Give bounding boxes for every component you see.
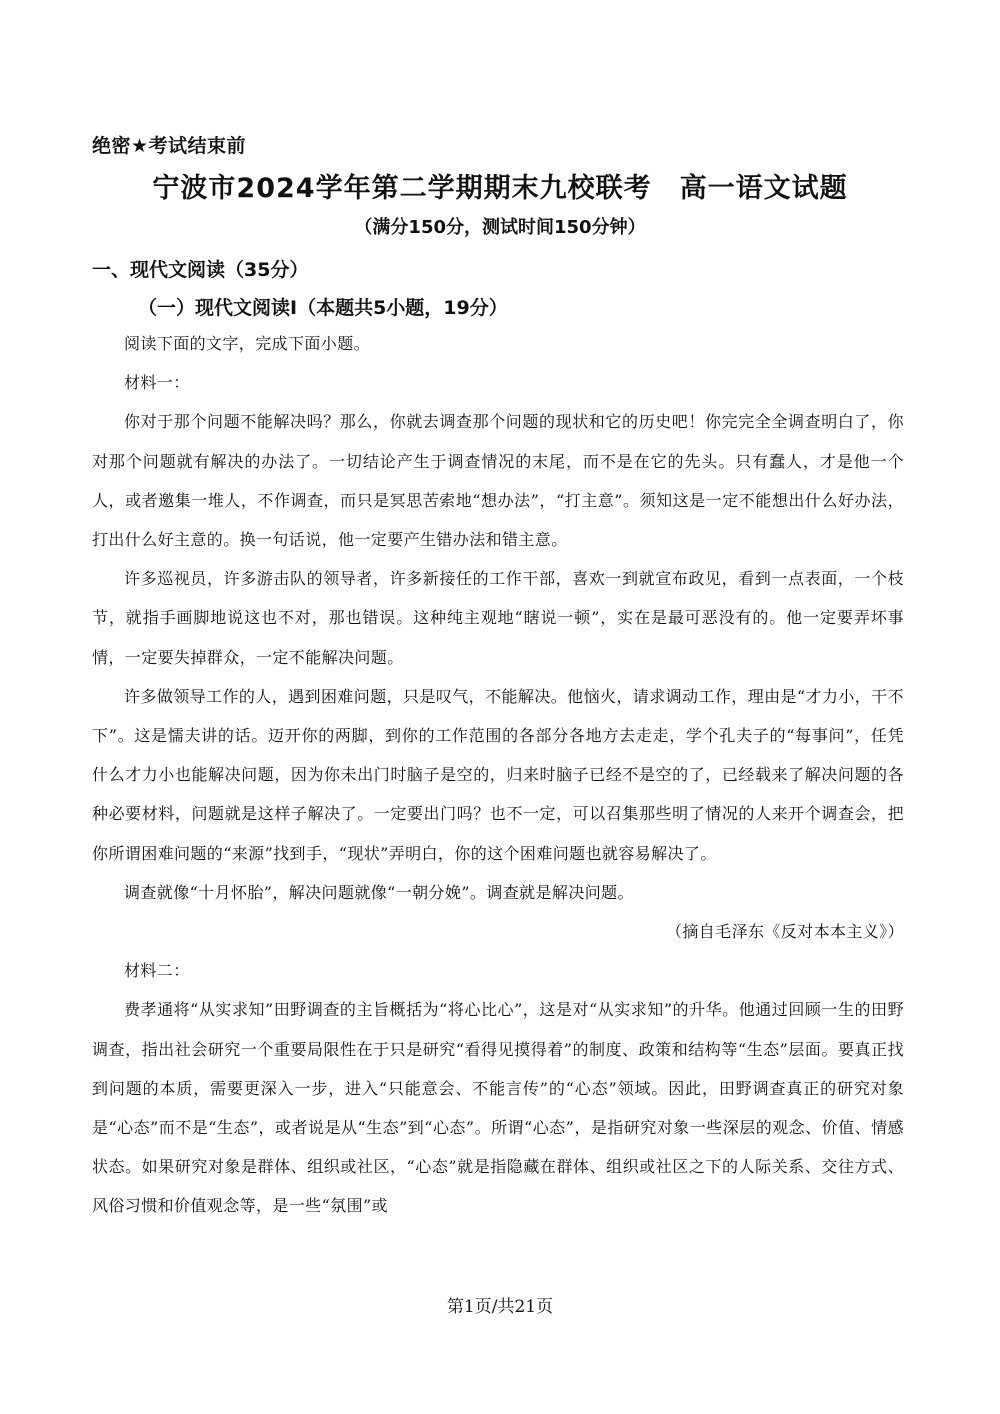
material2-label: 材料二：: [124, 961, 190, 981]
material2-paragraph-1: 费孝通将“从实求知”田野调查的主旨概括为“将心比心”，这是对“从实求知”的升华。他通过回顾一生的田野调查，指出社会研究一个重要局限性在于只是研究“看得见摸得着”的制度、政策和结构等“生态”层面。要真正找到问题的本质，需要更深入一步，进入“只能意会、不能言传”的“心态”领域。因此，田野调查真正的研究对象是“心态”而不是“生态”，或者说是从“生态”到“心态”。所谓“心态”，是指研究对象一些深层的观念、价值、情感状态。如果研究对象是群体、组织或社区，“心态”就是指隐藏在群体、组织或社区之下的人际关系、交往方式、风俗习惯和价值观念等，是一些“氛围”或: [92, 1000, 904, 1216]
subsection-heading: （一）现代文阅读Ⅰ（本题共5小题，19分）: [138, 297, 508, 319]
material1-paragraph-2: 许多巡视员，许多游击队的领导者，许多新接任的工作干部，喜欢一到就宣布政见，看到一点表面，一个枝节，就指手画脚地说这也不对，那也错误。这种纯主观地“瞎说一顿”，实在是最可恶没有的。他一定要弄坏事情，一定要失掉群众，一定不能解决问题。: [92, 569, 904, 667]
material1-label: 材料一：: [124, 373, 190, 393]
page-number: 第1页/共21页: [446, 1297, 554, 1317]
section-heading: 一、现代文阅读（35分）: [92, 259, 309, 281]
material1-paragraph-4: 调查就像“十月怀胎”，解决问题就像“一朝分娩”。调查就是解决问题。: [124, 882, 634, 902]
exam-title: 宁波市2024学年第二学期期末九校联考 高一语文试题: [152, 173, 848, 204]
instruction-text: 阅读下面的文字，完成下面小题。: [124, 334, 371, 353]
exam-subtitle: （满分150分，测试时间150分钟）: [354, 217, 646, 238]
reading-passage: [92, 324, 904, 1226]
material1-source: （摘自毛泽东《反对本本主义》）: [665, 922, 904, 942]
material1-paragraph-1: 你对于那个问题不能解决吗？那么，你就去调查那个问题的现状和它的历史吧！你完完全全调查明白了，你对那个问题就有解决的办法了。一切结论产生于调查情况的末尾，而不是在它的先头。只有蠢人，才是他一个人，或者邀集一堆人，不作调查，而只是冥思苦索地“想办法”，“打主意”。须知这是一定不能想出什么好办法，打出什么好主意的。换一句话说，他一定要产生错办法和错主意。: [92, 412, 904, 550]
material1-paragraph-3: 许多做领导工作的人，遇到困难问题，只是叹气，不能解决。他恼火，请求调动工作，理由是“才力小，干不下”。这是懦夫讲的话。迈开你的两脚，到你的工作范围的各部分各地方去走走，学个孔夫子的“每事问”，任凭什么才力小也能解决问题，因为你未出门时脑子是空的，归来时脑子已经不是空的了，已经载来了解决问题的各种必要材料，问题就是这样子解决了。一定要出门吗？也不一定，可以召集那些明了情况的人来开个调查会，把你所谓困难问题的“来源”找到手，“现状”弄明白，你的这个困难问题也就容易解决了。: [92, 686, 904, 863]
confidential-label: 绝密★考试结束前: [92, 135, 247, 157]
